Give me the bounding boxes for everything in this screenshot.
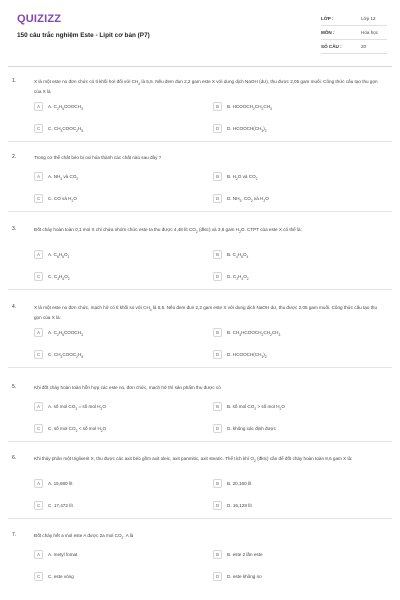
option-letter-box[interactable]: C bbox=[34, 124, 43, 133]
question-number: 4. bbox=[12, 304, 17, 310]
option-d[interactable] bbox=[213, 350, 373, 359]
option-text: D. $NH_3$, $CO_2$ và $H_2O$ bbox=[227, 195, 269, 203]
option-letter-box[interactable]: C bbox=[34, 194, 43, 203]
option-a[interactable] bbox=[34, 172, 194, 181]
option-text: D. 16,128 lít bbox=[227, 502, 252, 508]
option-a[interactable] bbox=[34, 102, 194, 111]
question-text: X là một este no đơn chức, mạch hở có tỉ khối so với $CH_4$ là 5,5. Nếu đem đun 2,2 gam este X với dung dịch NaOH dư, thu được 2,05 gam muối. Công thức cấu tạo thu gọn của X là: bbox=[34, 305, 378, 321]
option-d[interactable] bbox=[213, 501, 373, 510]
option-text: B. số mol $CO_2$ > số mol $H_2O$ bbox=[227, 403, 285, 411]
option-text: C. $C_3H_6O_2$ bbox=[48, 273, 70, 281]
option-d[interactable] bbox=[213, 424, 373, 433]
option-text: C. este vòng bbox=[48, 573, 74, 579]
info-value: Lớp 12 bbox=[361, 16, 376, 21]
option-text: A. metyl fomat bbox=[48, 551, 78, 557]
question-number: 2. bbox=[12, 154, 17, 160]
question-text: Khi đốt cháy hoàn toàn hỗn hợp các este no, đơn chức, mạch hở thì sản phẩm thu được có bbox=[34, 385, 221, 390]
option-letter-box[interactable]: B bbox=[213, 479, 222, 488]
option-text: C. CO và $H_2O$ bbox=[48, 195, 77, 203]
question-number: 1. bbox=[12, 78, 17, 84]
option-letter-box[interactable]: D bbox=[213, 124, 222, 133]
page-title: 150 câu trắc nghiệm Este - Lipit cơ bản (P7) bbox=[17, 32, 150, 39]
option-text: C. $CH_3COOC_2H_5$ bbox=[48, 351, 84, 359]
option-letter-box[interactable]: C bbox=[34, 424, 43, 433]
info-divider bbox=[321, 39, 387, 40]
option-letter-box[interactable]: A bbox=[34, 550, 43, 559]
option-letter-box[interactable]: C bbox=[34, 272, 43, 281]
option-letter-box[interactable]: D bbox=[213, 350, 222, 359]
question-divider bbox=[8, 289, 392, 290]
option-d[interactable] bbox=[213, 272, 373, 281]
option-text: D. không xác định được bbox=[227, 425, 276, 431]
option-letter-box[interactable]: D bbox=[213, 501, 222, 510]
option-text: A. $C_2H_5COOCH_3$ bbox=[48, 103, 83, 111]
option-b[interactable] bbox=[213, 479, 373, 488]
question-text: Trong cơ thể chất béo bị oxi hóa thành các chất nào sau đây ? bbox=[34, 155, 162, 160]
option-text: B. 20,160 lít bbox=[227, 480, 252, 486]
option-b[interactable] bbox=[213, 328, 373, 337]
option-c[interactable] bbox=[34, 350, 194, 359]
quizizz-logo: QUIZIZZ bbox=[17, 13, 62, 25]
option-letter-box[interactable]: A bbox=[34, 172, 43, 181]
info-divider bbox=[321, 25, 387, 26]
option-d[interactable] bbox=[213, 194, 373, 203]
option-d[interactable] bbox=[213, 572, 373, 581]
info-divider bbox=[321, 53, 387, 54]
option-a[interactable] bbox=[34, 402, 194, 411]
option-text: D. $HCOOCH(CH_3)_2$ bbox=[227, 351, 267, 359]
option-letter-box[interactable]: B bbox=[213, 250, 222, 259]
question-text: Khi thủy phân một triglixerit X, thu được các axit béo gồm axit oleic, axit panmitic, axit stearic. Thể tích khí $O_2$ (đktc) cần để đốt cháy hoàn toàn 8,6 gam X là: bbox=[34, 456, 353, 463]
info-label: LỚP : bbox=[321, 16, 334, 21]
option-text: B. $C_4H_8O_4$ bbox=[227, 251, 249, 259]
info-label: MÔN : bbox=[321, 30, 335, 35]
option-text: C. $CH_3COOC_2H_5$ bbox=[48, 125, 84, 133]
option-letter-box[interactable]: B bbox=[213, 172, 222, 181]
question-divider bbox=[8, 367, 392, 368]
option-text: B. $CH_3HCOOCH_2CH_2CH_3$ bbox=[227, 329, 281, 337]
option-a[interactable] bbox=[34, 550, 194, 559]
question-text: Đốt cháy hoàn toàn 0,1 mol X chỉ chứa nhóm chức este ta thu được 4,48 lít $CO_2$ (đktc) và 3,6 gam $H_2O$. CTPT của este X có thể là: bbox=[34, 227, 302, 234]
option-c[interactable] bbox=[34, 424, 194, 433]
option-text: B. este 2 lần este bbox=[227, 551, 263, 557]
option-letter-box[interactable]: A bbox=[34, 479, 43, 488]
option-c[interactable] bbox=[34, 124, 194, 133]
option-letter-box[interactable]: C bbox=[34, 501, 43, 510]
option-b[interactable] bbox=[213, 172, 373, 181]
question-text: X là một este no đơn chức có tỉ khối hơi đối với $CH_4$ là 5,5. Nếu đem đun 2,2 gam este X với dung dịch NaOH (dư), thu được 2,05 gam muối. Công thức cấu tạo thu gọn của X là bbox=[34, 79, 378, 95]
option-text: A. $C_6H_8O_2$ bbox=[48, 251, 70, 259]
question-text: Đốt cháy hết a mol este A được 2a mol $CO_2$. A là bbox=[34, 533, 134, 540]
option-text: A. $NH_3$ và $CO_2$ bbox=[48, 173, 79, 181]
info-value: 20 bbox=[361, 44, 367, 49]
option-b[interactable] bbox=[213, 250, 373, 259]
option-b[interactable] bbox=[213, 102, 373, 111]
option-text: D. $HCOOCH(CH_3)_2$ bbox=[227, 125, 267, 133]
question-number: 5. bbox=[12, 384, 17, 390]
option-c[interactable] bbox=[34, 272, 194, 281]
question-divider bbox=[8, 211, 392, 212]
question-divider bbox=[8, 518, 392, 519]
option-text: B. $H_2O$ và $CO_2$ bbox=[227, 173, 258, 181]
option-letter-box[interactable]: A bbox=[34, 102, 43, 111]
info-label: SỐ CÂU : bbox=[321, 44, 342, 49]
option-b[interactable] bbox=[213, 402, 373, 411]
option-a[interactable] bbox=[34, 328, 194, 337]
option-letter-box[interactable]: B bbox=[213, 402, 222, 411]
option-text: C. 17,472 lít bbox=[48, 502, 73, 508]
question-number: 7. bbox=[12, 532, 17, 538]
option-c[interactable] bbox=[34, 572, 194, 581]
header-divider bbox=[8, 66, 392, 67]
option-letter-box[interactable]: B bbox=[213, 550, 222, 559]
option-a[interactable] bbox=[34, 479, 194, 488]
option-a[interactable] bbox=[34, 250, 194, 259]
option-letter-box[interactable]: B bbox=[213, 102, 222, 111]
option-letter-box[interactable]: A bbox=[34, 402, 43, 411]
question-divider bbox=[8, 141, 392, 142]
option-letter-box[interactable]: D bbox=[213, 272, 222, 281]
option-d[interactable] bbox=[213, 124, 373, 133]
option-b[interactable] bbox=[213, 550, 373, 559]
option-text: D. $C_2H_4O_2$ bbox=[227, 273, 249, 281]
option-text: B. $HCOOCH_2CH_2CH_3$ bbox=[227, 103, 272, 111]
question-divider bbox=[8, 441, 392, 442]
option-text: A. số mol $CO_2$ = số mol $H_2O$ bbox=[48, 403, 106, 411]
option-text: C. số mol $CO_2$ < số mol $H_2O$ bbox=[48, 425, 107, 433]
option-letter-box[interactable]: C bbox=[34, 572, 43, 581]
option-letter-box[interactable]: A bbox=[34, 328, 43, 337]
option-c[interactable] bbox=[34, 501, 194, 510]
option-letter-box[interactable]: D bbox=[213, 572, 222, 581]
option-letter-box[interactable]: A bbox=[34, 250, 43, 259]
question-number: 3. bbox=[12, 226, 17, 232]
option-letter-box[interactable]: B bbox=[213, 328, 222, 337]
info-value: Hóa học bbox=[361, 30, 379, 35]
option-letter-box[interactable]: D bbox=[213, 424, 222, 433]
question-number: 6. bbox=[12, 455, 17, 461]
option-letter-box[interactable]: D bbox=[213, 194, 222, 203]
option-letter-box[interactable]: C bbox=[34, 350, 43, 359]
option-text: A. $C_2H_5COOCH_3$ bbox=[48, 329, 83, 337]
option-c[interactable] bbox=[34, 194, 194, 203]
option-text: D. este không no bbox=[227, 573, 262, 579]
option-text: A. 15,680 lít bbox=[48, 480, 73, 486]
